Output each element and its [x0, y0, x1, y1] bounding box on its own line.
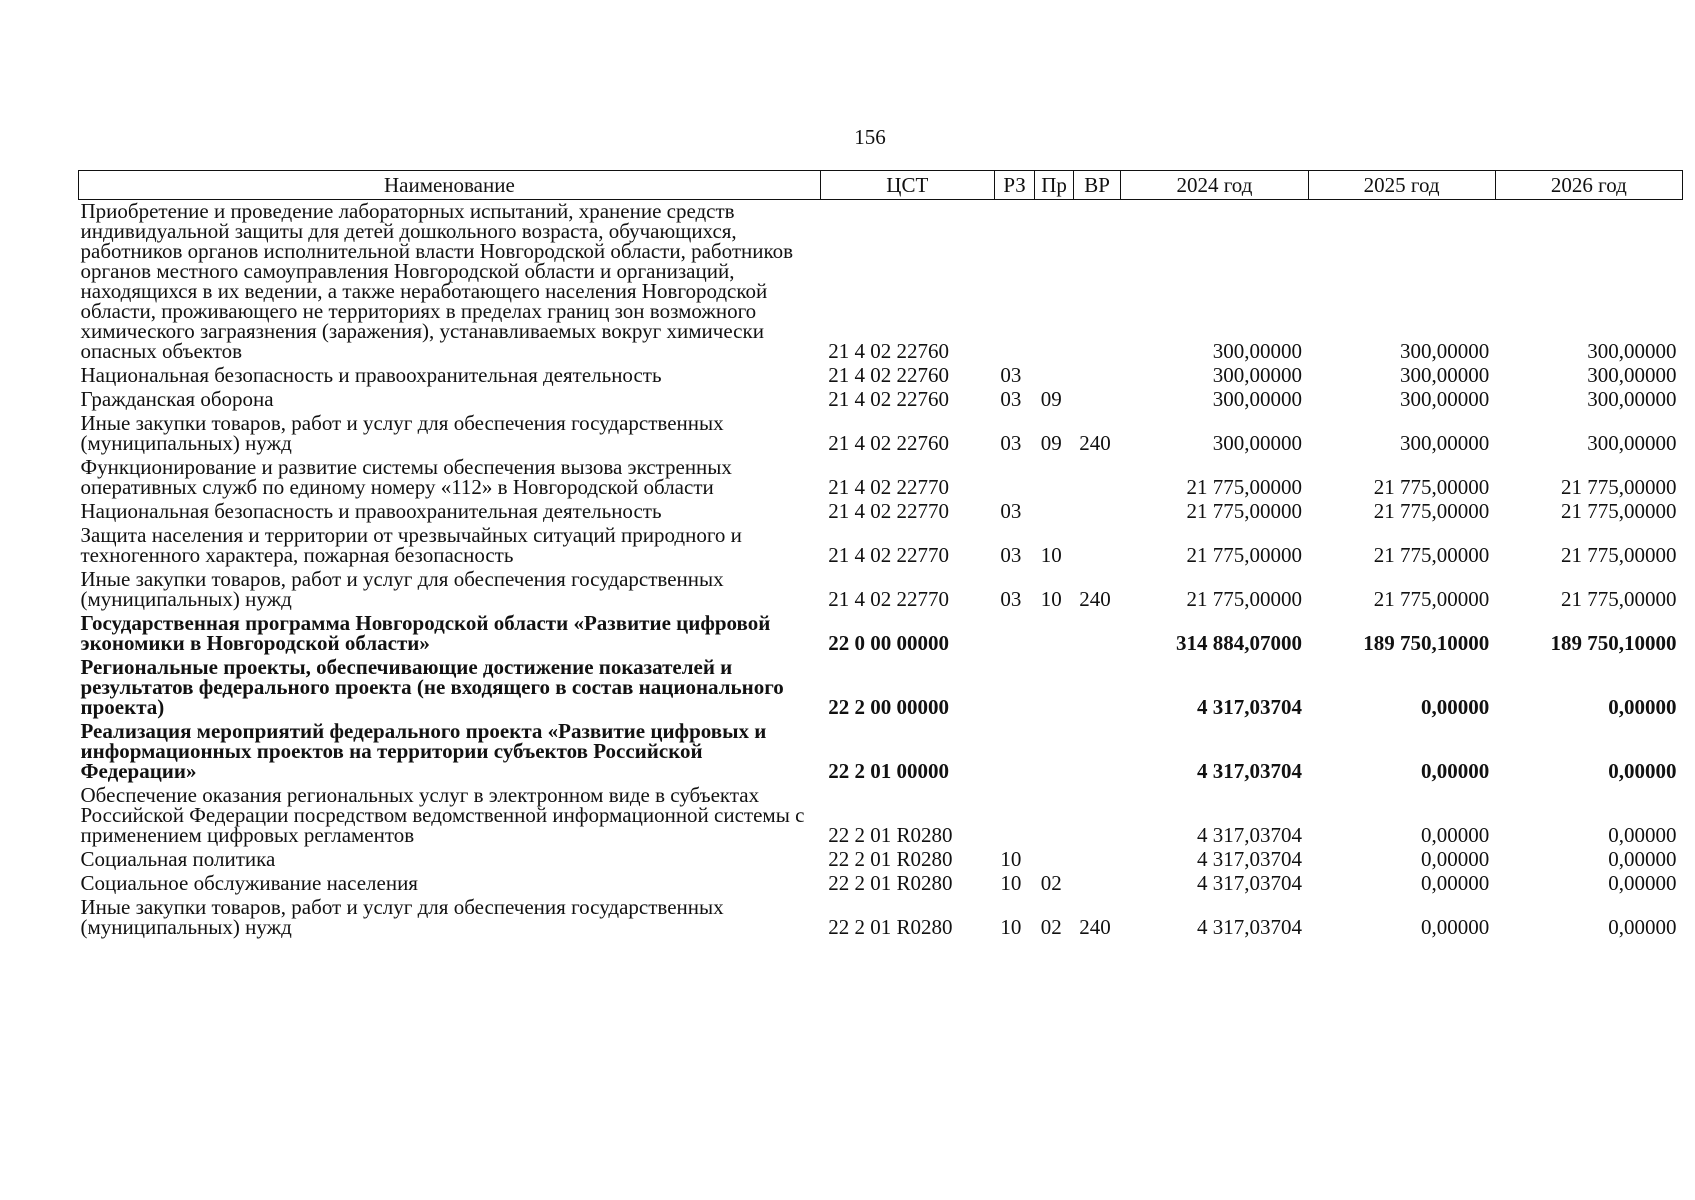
cell-name: Иные закупки товаров, работ и услуг для обеспечения государственных (муниципальных) нужд	[80, 567, 724, 611]
cell-pr: 10	[1040, 587, 1062, 611]
cell-pr	[1035, 612, 1073, 656]
cell-cst: 21 4 02 22770	[828, 475, 950, 499]
cell-2026: 21 775,00000	[1561, 587, 1677, 611]
cell-rz: 10	[1000, 871, 1022, 895]
cell-pr: 10	[1040, 543, 1062, 567]
table-row	[79, 568, 1683, 612]
cell-2026: 300,00000	[1587, 339, 1677, 363]
cell-name: Государственная программа Новгородской области «Развитие цифровой экономики в Новгородской области»	[80, 611, 771, 655]
cell-cst: 21 4 02 22770	[828, 587, 950, 611]
cell-2025: 0,00000	[1420, 871, 1490, 895]
cell-rz: 03	[1000, 543, 1022, 567]
cell-2026: 0,00000	[1608, 847, 1677, 871]
cell-cst: 21 4 02 22760	[828, 363, 950, 387]
table-row	[79, 896, 1683, 940]
cell-rz	[994, 656, 1034, 720]
cell-2024: 300,00000	[1212, 339, 1303, 363]
cell-vr: 240	[1079, 431, 1111, 455]
cell-2025: 0,00000	[1420, 695, 1490, 719]
cell-vr	[1073, 364, 1121, 388]
cell-2025: 21 775,00000	[1373, 587, 1490, 611]
header-vr: ВР	[1073, 171, 1121, 200]
table-row	[79, 500, 1683, 524]
page-number: 156	[854, 125, 886, 149]
cell-rz: 10	[1000, 847, 1022, 871]
cell-2026: 21 775,00000	[1561, 499, 1677, 523]
cell-name: Обеспечение оказания региональных услуг в электронном виде в субъектах Российской Федерации посредством ведомственной информационной системы с применением цифровых регламентов	[80, 783, 805, 847]
table-row	[79, 412, 1683, 456]
cell-name: Социальное обслуживание населения	[80, 871, 418, 895]
cell-pr	[1035, 200, 1073, 365]
cell-cst: 21 4 02 22760	[828, 339, 950, 363]
table-row	[79, 456, 1683, 500]
cell-cst: 21 4 02 22770	[828, 543, 950, 567]
cell-pr	[1035, 456, 1073, 500]
cell-cst: 21 4 02 22770	[828, 499, 950, 523]
cell-cst: 22 2 00 00000	[828, 695, 950, 719]
cell-rz	[994, 456, 1034, 500]
cell-2026: 0,00000	[1608, 759, 1677, 783]
cell-vr	[1073, 388, 1121, 412]
cell-2025: 189 750,10000	[1363, 631, 1490, 655]
cell-rz: 03	[1000, 387, 1022, 411]
cell-2024: 4 317,03704	[1197, 847, 1303, 871]
cell-rz: 03	[1000, 431, 1022, 455]
cell-2025: 21 775,00000	[1373, 475, 1490, 499]
cell-name: Реализация мероприятий федерального проекта «Развитие цифровых и информационных проектов на территории субъектов Российской Федерации»	[80, 719, 767, 783]
header-2025: 2025 год	[1308, 171, 1495, 200]
header-2026: 2026 год	[1495, 171, 1682, 200]
cell-vr	[1073, 456, 1121, 500]
cell-name: Национальная безопасность и правоохранительная деятельность	[80, 499, 662, 523]
cell-cst: 21 4 02 22760	[828, 387, 950, 411]
budget-table	[78, 170, 1683, 940]
cell-2024: 4 317,03704	[1197, 915, 1303, 939]
cell-2026: 300,00000	[1587, 363, 1677, 387]
cell-name: Иные закупки товаров, работ и услуг для обеспечения государственных (муниципальных) нужд	[80, 411, 724, 455]
cell-pr	[1035, 848, 1073, 872]
cell-cst: 22 2 01 R0280	[828, 915, 953, 939]
table-row	[79, 200, 1683, 365]
table-body	[79, 200, 1683, 941]
cell-cst: 22 2 01 R0280	[828, 823, 953, 847]
cell-2024: 4 317,03704	[1197, 871, 1303, 895]
cell-vr	[1073, 784, 1121, 848]
cell-vr	[1073, 524, 1121, 568]
cell-2025: 21 775,00000	[1373, 543, 1490, 567]
header-2024: 2024 год	[1121, 171, 1308, 200]
cell-2025: 300,00000	[1399, 387, 1490, 411]
cell-2025: 0,00000	[1420, 823, 1490, 847]
cell-2026: 300,00000	[1587, 387, 1677, 411]
cell-cst: 22 2 01 R0280	[828, 847, 953, 871]
table-row	[79, 720, 1683, 784]
cell-2026: 0,00000	[1608, 695, 1677, 719]
cell-vr	[1073, 500, 1121, 524]
cell-vr	[1073, 612, 1121, 656]
cell-pr: 02	[1040, 871, 1062, 895]
cell-vr	[1073, 656, 1121, 720]
table-row	[79, 524, 1683, 568]
cell-2026: 0,00000	[1608, 915, 1677, 939]
cell-pr: 09	[1040, 431, 1062, 455]
cell-pr	[1035, 364, 1073, 388]
cell-vr	[1073, 848, 1121, 872]
cell-cst: 22 0 00 00000	[828, 631, 950, 655]
cell-2026: 21 775,00000	[1561, 475, 1677, 499]
cell-rz	[994, 612, 1034, 656]
cell-cst: 22 2 01 00000	[828, 759, 950, 783]
cell-2024: 300,00000	[1212, 387, 1303, 411]
table-row	[79, 656, 1683, 720]
cell-name: Региональные проекты, обеспечивающие достижение показателей и результатов федерального проекта (не входящего в состав национального проекта)	[80, 655, 784, 719]
cell-2026: 0,00000	[1608, 823, 1677, 847]
cell-2024: 4 317,03704	[1197, 823, 1303, 847]
cell-vr: 240	[1079, 915, 1111, 939]
cell-name: Приобретение и проведение лабораторных испытаний, хранение средств индивидуальной защиты для детей дошкольного возраста, обучающихся, работников органов исполнительной власти Новгородской области, работников органов местного самоуправления Новгородской области и организаций, находящихся в их ведении, а также неработающего населения Новгородской области, проживающего не территориях в пределах границ зон возможного химического заграязнения (заражения), устанавливаемых вокруг химически опасных объектов	[80, 199, 794, 363]
cell-vr	[1073, 872, 1121, 896]
header-name: Наименование	[79, 171, 821, 200]
cell-rz: 03	[1000, 363, 1022, 387]
cell-rz: 03	[1000, 499, 1022, 523]
cell-2024: 300,00000	[1212, 431, 1303, 455]
cell-pr	[1035, 500, 1073, 524]
cell-2024: 21 775,00000	[1186, 475, 1303, 499]
table-header	[79, 171, 1683, 200]
header-pr: Пр	[1035, 171, 1073, 200]
cell-name: Национальная безопасность и правоохранительная деятельность	[80, 363, 662, 387]
cell-2024: 4 317,03704	[1197, 759, 1303, 783]
cell-2024: 4 317,03704	[1197, 695, 1303, 719]
table-row	[79, 364, 1683, 388]
cell-2025: 300,00000	[1399, 363, 1490, 387]
cell-2026: 0,00000	[1608, 871, 1677, 895]
table-row	[79, 784, 1683, 848]
cell-rz	[994, 200, 1034, 365]
cell-pr	[1035, 720, 1073, 784]
table-row	[79, 872, 1683, 896]
cell-rz	[994, 784, 1034, 848]
cell-2026: 21 775,00000	[1561, 543, 1677, 567]
cell-name: Социальная политика	[80, 847, 276, 871]
cell-2025: 300,00000	[1399, 339, 1490, 363]
header-rz: РЗ	[994, 171, 1034, 200]
cell-vr	[1073, 720, 1121, 784]
table-row	[79, 612, 1683, 656]
cell-name: Гражданская оборона	[80, 387, 274, 411]
cell-2025: 21 775,00000	[1373, 499, 1490, 523]
cell-2024: 300,00000	[1212, 363, 1303, 387]
cell-2025: 300,00000	[1399, 431, 1490, 455]
cell-name: Защита населения и территории от чрезвычайных ситуаций природного и техногенного характера, пожарная безопасность	[80, 523, 742, 567]
cell-2025: 0,00000	[1420, 847, 1490, 871]
cell-pr: 09	[1040, 387, 1062, 411]
cell-2026: 189 750,10000	[1550, 631, 1677, 655]
cell-2024: 314 884,07000	[1176, 631, 1303, 655]
table-row	[79, 848, 1683, 872]
cell-cst: 22 2 01 R0280	[828, 871, 953, 895]
cell-2025: 0,00000	[1420, 759, 1490, 783]
cell-rz: 10	[1000, 915, 1022, 939]
cell-vr: 240	[1079, 587, 1111, 611]
cell-2024: 21 775,00000	[1186, 543, 1303, 567]
cell-rz	[994, 720, 1034, 784]
cell-name: Функционирование и развитие системы обеспечения вызова экстренных оперативных служб по единому номеру «112» в Новгородской области	[80, 455, 732, 499]
cell-pr	[1035, 784, 1073, 848]
cell-name: Иные закупки товаров, работ и услуг для обеспечения государственных (муниципальных) нужд	[80, 895, 724, 939]
cell-vr	[1073, 200, 1121, 365]
cell-rz: 03	[1000, 587, 1022, 611]
cell-pr	[1035, 656, 1073, 720]
cell-2025: 0,00000	[1420, 915, 1490, 939]
cell-2026: 300,00000	[1587, 431, 1677, 455]
table-row	[79, 388, 1683, 412]
cell-cst: 21 4 02 22760	[828, 431, 950, 455]
header-cst: ЦСТ	[820, 171, 994, 200]
cell-2024: 21 775,00000	[1186, 499, 1303, 523]
cell-2024: 21 775,00000	[1186, 587, 1303, 611]
cell-pr: 02	[1040, 915, 1062, 939]
